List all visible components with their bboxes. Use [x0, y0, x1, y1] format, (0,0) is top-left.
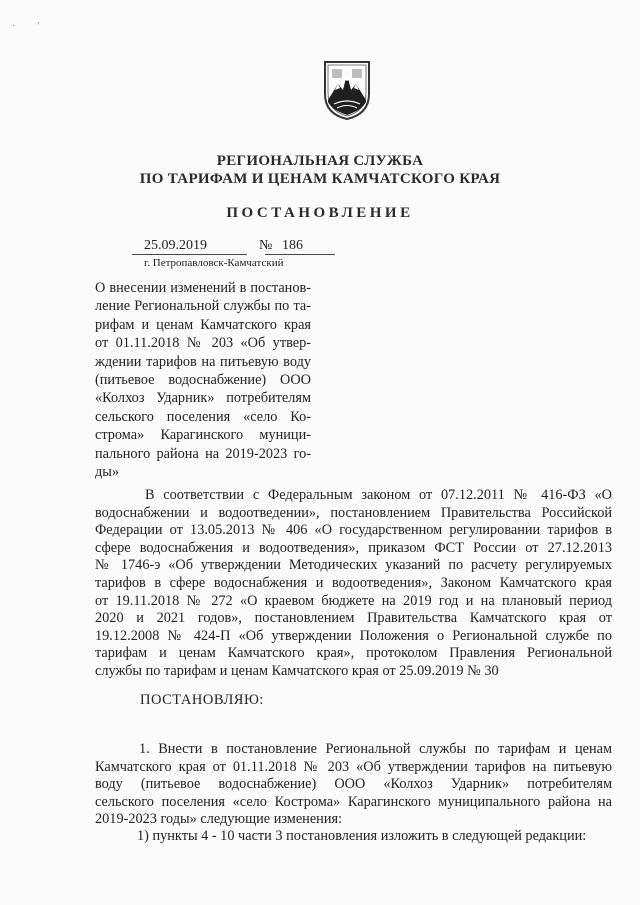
subject-line: сельского поселения «село Ко- [95, 408, 311, 425]
preamble-line: В соответствии с Федеральным законом от 07.12.2011 № 416-ФЗ «О [145, 487, 612, 503]
document-type-title: ПОСТАНОВЛЕНИЕ [226, 205, 414, 221]
subject-line: ды» [95, 464, 120, 481]
preamble-line: тарифам и ценам Камчатского края», протоколом Правления Региональной [95, 645, 612, 662]
organization-name-line2: ПО ТАРИФАМ И ЦЕНАМ КАМЧАТСКОГО КРАЯ [139, 171, 501, 187]
subject-line: ждении тарифов на питьевую воду [95, 353, 311, 370]
document-subject [95, 279, 311, 481]
document-date: 25.09.2019 [144, 238, 207, 253]
preamble-line: № 1746-э «Об утверждении Методических указаний по расчету регулируемых [95, 557, 612, 574]
coat-of-arms-icon [322, 60, 372, 120]
subject-line: рифам и ценам Камчатского края [95, 316, 311, 333]
organization-name-line1: РЕГИОНАЛЬНАЯ СЛУЖБА [216, 153, 424, 169]
subject-line: (питьевое водоснабжение) ООО [95, 372, 311, 389]
preamble-line: 2020 и 2021 годов», постановлением Правительства Камчатского края от [95, 610, 612, 627]
preamble-line: 19.12.2008 № 424-П «Об утверждении Положения о Региональной службе по [95, 627, 612, 644]
item-1-paragraph [95, 741, 612, 829]
item-1-line: 2019-2023 годы» следующие изменения: [95, 811, 343, 828]
preamble-line: сфере водоснабжения и водоотведения», приказом ФСТ России от 27.12.2013 [95, 539, 612, 556]
preamble-line: Федерации от 13.05.2013 № 406 «О государственном регулировании тарифов в [95, 522, 612, 539]
preamble-line: тарифов в сфере водоснабжения и водоотведения», Законом Камчатского края [95, 574, 612, 591]
item-1-line: сельского поселения «село Кострома» Карагинского муниципального района на [95, 793, 612, 810]
date-underline [132, 254, 247, 255]
item-1-line: воду (питьевое водоснабжение) ООО «Колхоз Ударник» потребителям [95, 776, 612, 793]
preamble-paragraph [95, 487, 612, 681]
item-1-subitem: 1) пункты 4 - 10 части 3 постановления изложить в следующей редакции: [137, 828, 587, 844]
item-1-line: Камчатского края от 01.11.2018 № 203 «Об утверждении тарифов на питьевую [95, 758, 612, 775]
document-number: 186 [282, 238, 303, 253]
preamble-line: от 19.11.2018 № 272 «О краевом бюджете на 2019 год и на плановый период [95, 592, 612, 609]
number-underline [265, 254, 335, 255]
decree-heading: ПОСТАНОВЛЯЮ: [140, 692, 264, 708]
number-label: № [259, 238, 273, 253]
preamble-line: водоснабжении и водоотведении», постановлением Правительства Российской [95, 504, 612, 521]
issue-city: г. Петропавловск-Камчатский [144, 257, 284, 269]
scan-marks: · ' [12, 21, 40, 32]
preamble-line: службы по тарифам и ценам Камчатского края от 25.09.2019 № 30 [95, 662, 499, 679]
subject-line: О внесении изменений в постанов- [95, 280, 311, 296]
subject-line: пального района на 2019-2023 го- [95, 445, 311, 462]
subject-line: строма» Карагинского муници- [95, 427, 311, 444]
subject-line: «Колхоз Ударник» потребителям [95, 390, 311, 407]
item-1-line: 1. Внести в постановление Региональной службы по тарифам и ценам [139, 741, 612, 757]
subject-line: ление Региональной службы по та- [95, 298, 311, 315]
subject-line: от 01.11.2018 № 203 «Об утвер- [95, 335, 311, 352]
